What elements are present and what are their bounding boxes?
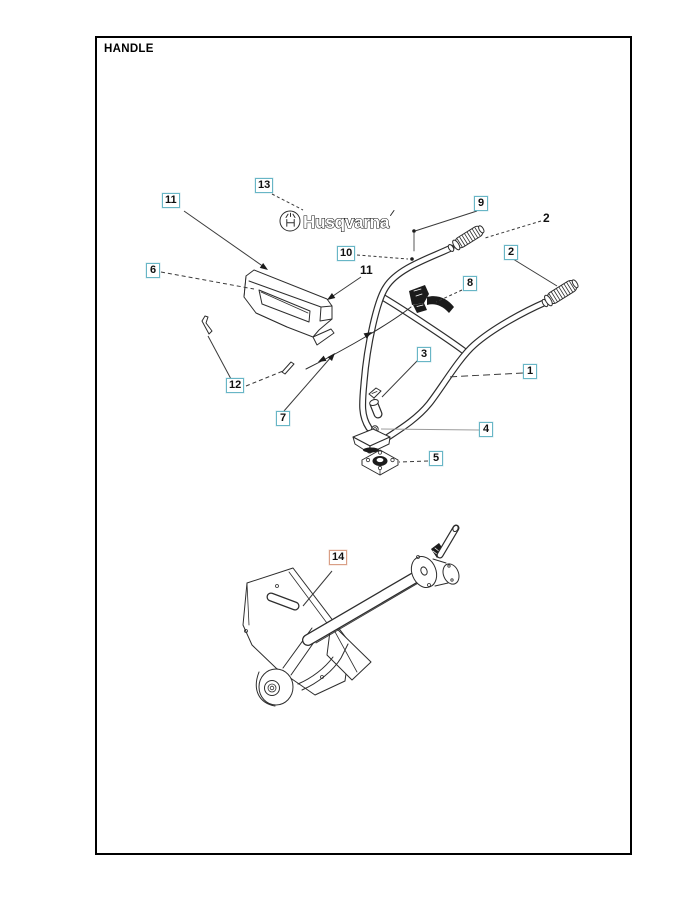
- rod-part: [202, 316, 212, 334]
- lower-handle-assembly-part: [243, 525, 462, 706]
- husqvarna-wordmark: Husqvarna: [303, 212, 390, 232]
- callout-1: 1: [523, 364, 537, 379]
- knob-part: [369, 388, 381, 414]
- vibration-mount-part: [362, 450, 398, 475]
- callout-12: 12: [226, 378, 244, 393]
- grip-part-lower: [543, 278, 580, 307]
- handle-cover-part: [244, 270, 334, 345]
- callout-11: 11: [162, 193, 180, 208]
- callout-10: 10: [337, 246, 355, 261]
- leader-lines: [161, 194, 557, 606]
- throttle-lever-part: [409, 285, 454, 313]
- screw-part: [410, 229, 416, 261]
- pin-part: [282, 362, 294, 374]
- callout-8: 8: [463, 276, 477, 291]
- foot-bracket-part: [353, 429, 390, 453]
- callout-11-plain: 11: [360, 263, 373, 277]
- husqvarna-decal: [280, 211, 394, 233]
- callout-3: 3: [417, 347, 431, 362]
- callout-14: 14: [329, 550, 347, 565]
- callout-2: 2: [504, 245, 518, 260]
- callout-4: 4: [479, 422, 493, 437]
- callout-6: 6: [146, 263, 160, 278]
- handle-frame-part: [363, 244, 549, 439]
- page-title: HANDLE: [104, 43, 154, 55]
- callout-9: 9: [474, 196, 488, 211]
- grip-part-upper: [451, 224, 486, 251]
- trademark-tick: [391, 211, 395, 216]
- callout-2-plain: 2: [543, 211, 550, 225]
- callout-13: 13: [255, 178, 273, 193]
- callout-7: 7: [276, 411, 290, 426]
- callout-5: 5: [429, 451, 443, 466]
- husqvarna-crown-icon: [280, 211, 300, 231]
